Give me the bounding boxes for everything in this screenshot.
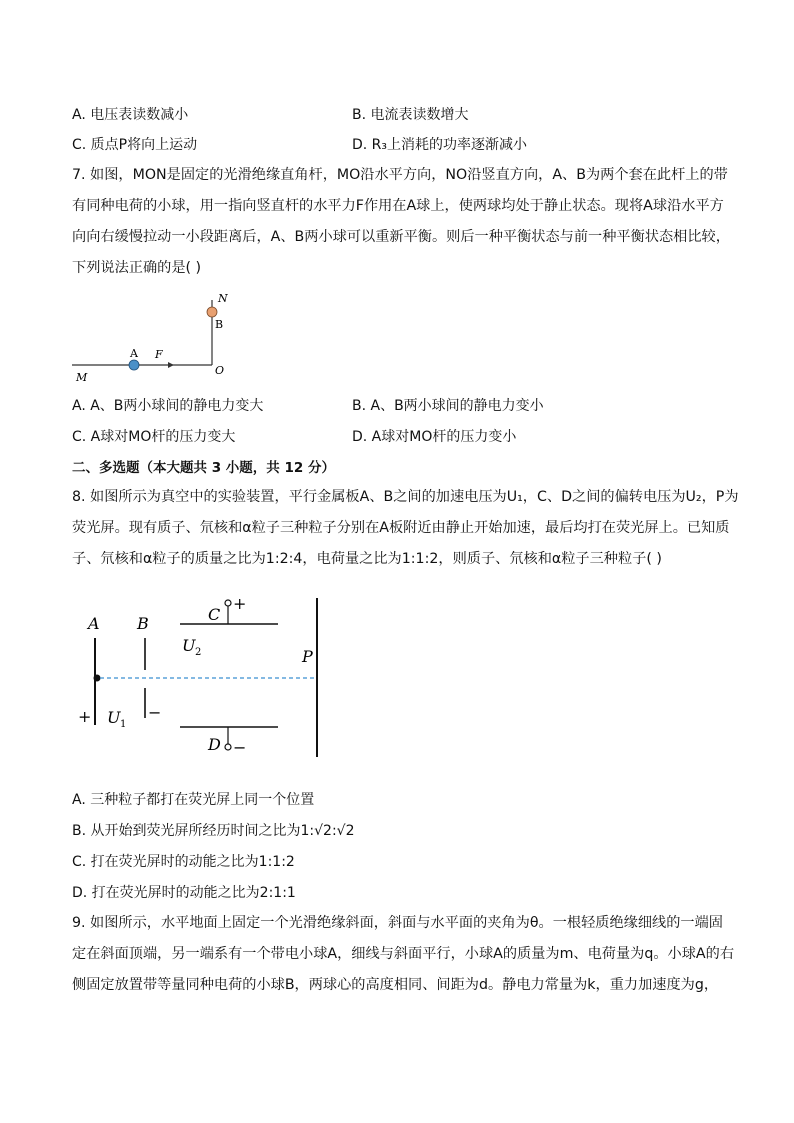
particle-source — [94, 675, 101, 682]
q7-option-d: D. A球对MO杆的压力变小 — [352, 429, 517, 445]
label-u2: U — [182, 636, 196, 655]
q6-option-c: C. 质点P将向上运动 — [72, 137, 198, 153]
label-a: A — [130, 347, 138, 360]
label-a: A — [88, 614, 100, 633]
q7-stem-line-1: 7. 如图，MON是固定的光滑绝缘直角杆，MO沿水平方向，NO沿竖直方向，A、B为两个套在此杆上的带 — [72, 167, 728, 183]
q6-option-d: D. R₃上消耗的功率逐渐减小 — [352, 137, 528, 153]
q8-stem-line-3: 子、氘核和α粒子的质量之比为1:2:4，电荷量之比为1:1:2，则质子、氘核和α粒子三种粒子( ) — [72, 551, 662, 567]
label-c-plus: + — [233, 594, 247, 613]
label-b-minus: − — [148, 703, 162, 722]
plate-d-terminal — [225, 744, 231, 750]
label-u2-sub: 2 — [195, 647, 202, 658]
q9-stem-line-3: 侧固定放置带等量同种电荷的小球B，两球心的高度相同、间距为d。静电力常量为k，重力加速度为g， — [72, 977, 719, 993]
label-b: B — [215, 318, 224, 331]
label-f: F — [155, 348, 163, 361]
q8-option-a: A. 三种粒子都打在荧光屏上同一个位置 — [72, 792, 315, 808]
q7-option-a: A. A、B两小球间的静电力变大 — [72, 398, 264, 414]
label-b: B — [137, 614, 149, 633]
label-c: C — [208, 605, 221, 624]
label-o: O — [215, 364, 225, 377]
q8-option-c: C. 打在荧光屏时的动能之比为1:1:2 — [72, 854, 295, 870]
label-n: N — [218, 292, 228, 305]
label-u1: U — [107, 708, 121, 727]
section-multi-choice-header: 二、多选题（本大题共 3 小题，共 12 分） — [72, 460, 335, 476]
q7-option-c: C. A球对MO杆的压力变大 — [72, 429, 236, 445]
label-d-minus: − — [233, 738, 247, 757]
label-m: M — [76, 371, 88, 384]
plate-c-terminal — [225, 600, 231, 606]
q8-stem-line-2: 荧光屏。现有质子、氘核和α粒子三种粒子分别在A板附近由静止开始加速，最后均打在荧光屏上。已知质 — [72, 520, 730, 536]
q7-stem-line-2: 有同种电荷的小球，用一指向竖直杆的水平力F作用在A球上，使两球均处于静止状态。现将A球沿水平方 — [72, 198, 724, 214]
q7-stem-line-3: 向向右缓慢拉动一小段距离后，A、B两小球可以重新平衡。则后一种平衡状态与前一种平衡状态相比较， — [72, 229, 730, 245]
q8-option-d: D. 打在荧光屏时的动能之比为2:1:1 — [72, 885, 296, 901]
label-u1-sub: 1 — [120, 719, 127, 730]
q9-stem-line-2: 定在斜面顶端，另一端系有一个带电小球A，细线与斜面平行，小球A的质量为m、电荷量为q。小球A的右 — [72, 946, 735, 962]
label-a-plus: + — [78, 707, 92, 726]
q9-stem-line-1: 9. 如图所示，水平地面上固定一个光滑绝缘斜面，斜面与水平面的夹角为θ。一根轻质绝缘细线的一端固 — [72, 915, 723, 931]
q7-stem-line-4: 下列说法正确的是( ) — [72, 260, 202, 276]
q6-option-a: A. 电压表读数减小 — [72, 107, 189, 123]
q8-stem-line-1: 8. 如图所示为真空中的实验装置，平行金属板A、B之间的加速电压为U₁，C、D之间的偏转电压为U₂，P为 — [72, 489, 739, 505]
label-p: P — [302, 647, 313, 666]
q8-option-b: B. 从开始到荧光屏所经历时间之比为1:√2:√2 — [72, 823, 355, 839]
q7-option-b: B. A、B两小球间的静电力变小 — [352, 398, 544, 414]
q6-option-b: B. 电流表读数增大 — [352, 107, 469, 123]
label-d: D — [208, 735, 221, 754]
